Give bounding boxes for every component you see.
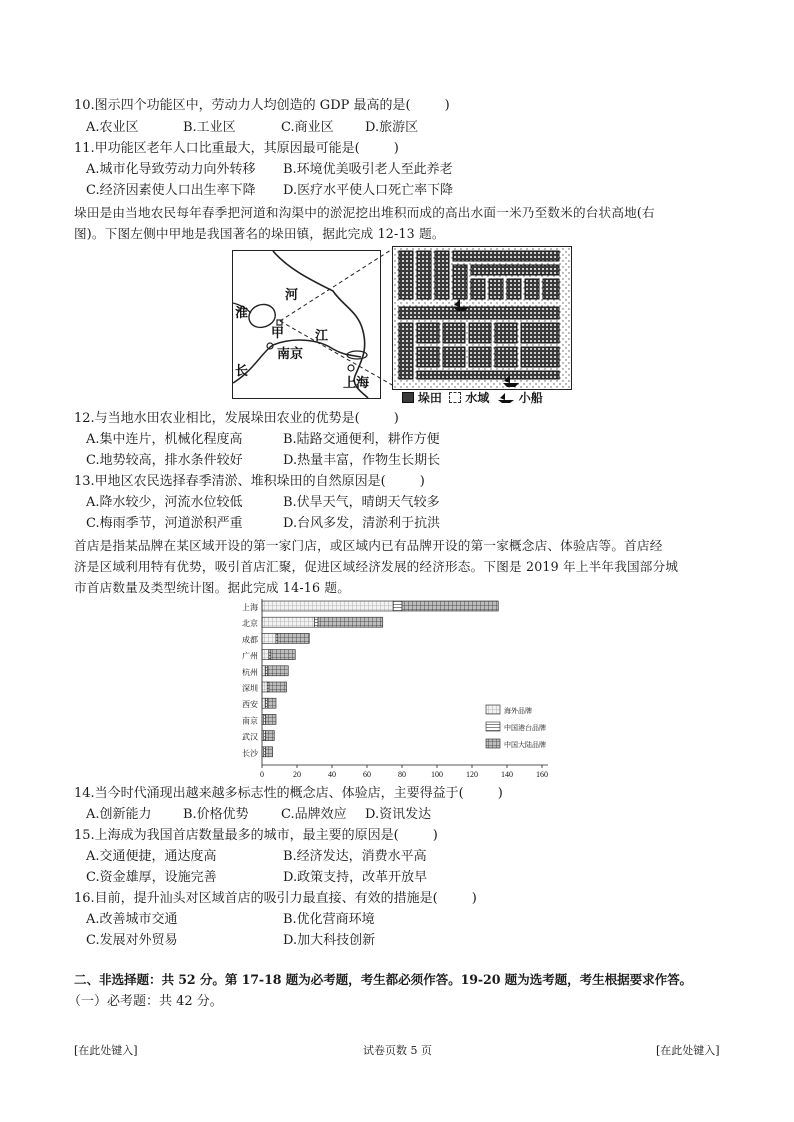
footer-page-count: 试卷页数 5 页 — [363, 1044, 432, 1057]
bar-segment — [315, 617, 319, 627]
bar-segment — [266, 714, 277, 724]
q12-option-a[interactable]: A.集中连片，机械化程度高 — [86, 432, 243, 447]
legend-label: 中国港台品牌 — [504, 724, 546, 732]
q14-option-b[interactable]: B.价格优势 — [183, 807, 249, 822]
connector-bottom — [280, 321, 394, 386]
duotian-legend — [402, 391, 543, 407]
field-plots — [399, 251, 559, 379]
water-legend-icon — [449, 392, 461, 403]
passage-1-line-1: 垛田是由当地农民每年春季把河道和沟渠中的淤泥挖出堆积而成的高出水面一米乃至数米的台状高地(右 — [74, 205, 655, 220]
passage-2-line-3: 市首店数量及类型统计图。据此完成 14-16 题。 — [74, 580, 350, 595]
passage-1-line-2: 图)。下图左侧中甲地是我国著名的垛田镇，据此完成 12-13 题。 — [74, 226, 445, 241]
category-label: 深圳 — [242, 684, 258, 693]
category-label: 上海 — [242, 603, 258, 612]
q15-option-c[interactable]: C.资金雄厚，设施完善 — [86, 870, 217, 885]
q16-option-d[interactable]: D.加大科技创新 — [283, 933, 376, 948]
category-label: 广州 — [242, 651, 258, 661]
bar-segment — [266, 731, 275, 741]
bar-segment — [318, 617, 383, 627]
label-jiang: 江 — [315, 328, 329, 343]
q16-option-c[interactable]: C.发展对外贸易 — [86, 933, 178, 948]
q10-option-b[interactable]: B.工业区 — [183, 120, 236, 135]
water-legend-label: 水域 — [465, 391, 490, 405]
q14-option-a[interactable]: A.创新能力 — [86, 807, 152, 822]
passage-2-line-2: 济是区域利用特有优势，吸引首店汇聚，促进区域经济发展的经济形态。下图是 2019 年上半年我国部分城 — [74, 559, 679, 574]
label-he: 河 — [285, 287, 299, 302]
x-tick-label: 80 — [398, 770, 406, 779]
bar-segment — [266, 747, 273, 757]
legend-swatch — [486, 722, 500, 731]
boat-legend-label: 小船 — [518, 391, 543, 405]
x-tick-label: 40 — [328, 770, 336, 779]
bar-segment — [269, 682, 287, 692]
legend-label: 海外品牌 — [504, 707, 532, 715]
bar-segment — [267, 666, 288, 676]
passage-2-line-1: 首店是指某品牌在某区域开设的第一家门店，或区域内已有品牌开设的第一家概念店、体验店等。首店经 — [74, 538, 663, 553]
footer-right[interactable]: [在此处键入] — [656, 1044, 720, 1057]
label-shanghai: 上海 — [343, 375, 370, 390]
q11-option-a[interactable]: A.城市化导致劳动力向外转移 — [86, 162, 256, 177]
label-huai: 淮 — [235, 305, 249, 320]
category-label: 北京 — [242, 619, 258, 629]
connector-top — [280, 248, 394, 321]
q11-option-d[interactable]: D.医疗水平使人口死亡率下降 — [283, 183, 454, 198]
q12-option-b[interactable]: B.陆路交通便利，耕作方便 — [283, 432, 440, 447]
q13-stem: 13.甲地区农民选择春季清淤、堆积垛田的自然原因是( ) — [74, 474, 425, 489]
duotian-diagram — [392, 246, 572, 390]
q16-option-a[interactable]: A.改善城市交通 — [86, 912, 178, 927]
bar-segment — [262, 682, 267, 692]
q11-stem: 11.甲功能区老年人口比重最大，其原因最可能是( ) — [74, 141, 399, 156]
q13-option-a[interactable]: A.降水较少，河流水位较低 — [86, 495, 243, 510]
q11-option-b[interactable]: B.环境优美吸引老人至此养老 — [283, 162, 453, 177]
legend-label: 中国大陆品牌 — [504, 741, 546, 749]
q11-option-c[interactable]: C.经济因素使人口出生率下降 — [86, 183, 256, 198]
bar-segment — [262, 666, 266, 676]
q13-option-c[interactable]: C.梅雨季节，河道淤积严重 — [86, 516, 243, 531]
boat-legend-icon — [497, 392, 515, 407]
connector-lines — [270, 246, 400, 396]
x-tick-label: 140 — [501, 770, 513, 779]
duotian-svg — [393, 247, 571, 389]
field-legend-label: 垛田 — [417, 391, 442, 405]
bar-segment — [262, 698, 266, 708]
q15-option-b[interactable]: B.经济发达，消费水平高 — [283, 849, 427, 864]
q16-option-b[interactable]: B.优化营商环境 — [283, 912, 375, 927]
q13-option-b[interactable]: B.伏旱天气，晴朗天气较多 — [283, 495, 440, 510]
x-tick-label: 20 — [293, 770, 301, 779]
bar-segment — [278, 633, 310, 643]
x-tick-label: 160 — [536, 770, 548, 779]
bar-segment — [262, 617, 315, 627]
x-tick-label: 100 — [431, 770, 443, 779]
bar-segment — [262, 633, 276, 643]
q12-option-c[interactable]: C.地势较高，排水条件较好 — [86, 453, 243, 468]
category-label: 杭州 — [242, 667, 258, 677]
x-tick-label: 0 — [260, 770, 264, 779]
label-nanjing: 南京 — [277, 346, 304, 361]
category-label: 长沙 — [242, 748, 258, 758]
x-tick-label: 60 — [363, 770, 371, 779]
q15-stem: 15.上海成为我国首店数量最多的城市，最主要的原因是( ) — [74, 828, 438, 843]
q13-option-d[interactable]: D.台风多发，清淤利于抗洪 — [283, 516, 441, 531]
category-label: 南京 — [242, 716, 258, 726]
section-2-subtitle: （一）必考题：共 42 分。 — [68, 994, 223, 1009]
bar-segment — [393, 601, 402, 611]
q10-option-d[interactable]: D.旅游区 — [365, 120, 419, 135]
legend-swatch — [486, 705, 500, 714]
label-chang: 长 — [235, 363, 249, 378]
label-jia: 甲 — [271, 325, 285, 340]
q10-option-a[interactable]: A.农业区 — [86, 120, 139, 135]
footer-left[interactable]: [在此处键入] — [74, 1044, 138, 1057]
q14-stem: 14.当今时代涌现出越来越多标志性的概念店、体验店，主要得益于( ) — [74, 786, 503, 801]
bar-segment — [267, 698, 276, 708]
section-2-title: 二、非选择题：共 52 分。第 17-18 题为必考题，考生都必须作答。19-20 题为选考题，考生根据要求作答。 — [74, 972, 693, 987]
q15-option-d[interactable]: D.政策支持，改革开放早 — [283, 870, 428, 885]
q15-option-a[interactable]: A.交通便捷，通达度高 — [86, 849, 217, 864]
q12-stem: 12.与当地水田农业相比，发展垛田农业的优势是( ) — [74, 411, 399, 426]
first-store-chart — [224, 597, 564, 785]
q14-option-c[interactable]: C.品牌效应 — [281, 807, 347, 822]
bar-segment — [262, 601, 393, 611]
category-label: 武汉 — [242, 732, 258, 742]
field-legend-icon — [402, 392, 414, 403]
q16-stem: 16.目前，提升汕头对区域首店的吸引力最直接、有效的措施是( ) — [74, 891, 477, 906]
q12-option-d[interactable]: D.热量丰富，作物生长期长 — [283, 453, 441, 468]
x-tick-label: 120 — [466, 770, 478, 779]
category-label: 成都 — [242, 635, 258, 645]
q10-option-c[interactable]: C.商业区 — [281, 120, 334, 135]
bar-segment — [262, 650, 269, 660]
legend-swatch — [486, 739, 500, 748]
q10-stem: 10.图示四个功能区中，劳动力人均创造的 GDP 最高的是( ) — [74, 98, 450, 113]
bar-segment — [402, 601, 498, 611]
category-label: 西安 — [242, 700, 258, 710]
q14-option-d[interactable]: D.资讯发达 — [365, 807, 432, 822]
bar-segment — [271, 650, 296, 660]
